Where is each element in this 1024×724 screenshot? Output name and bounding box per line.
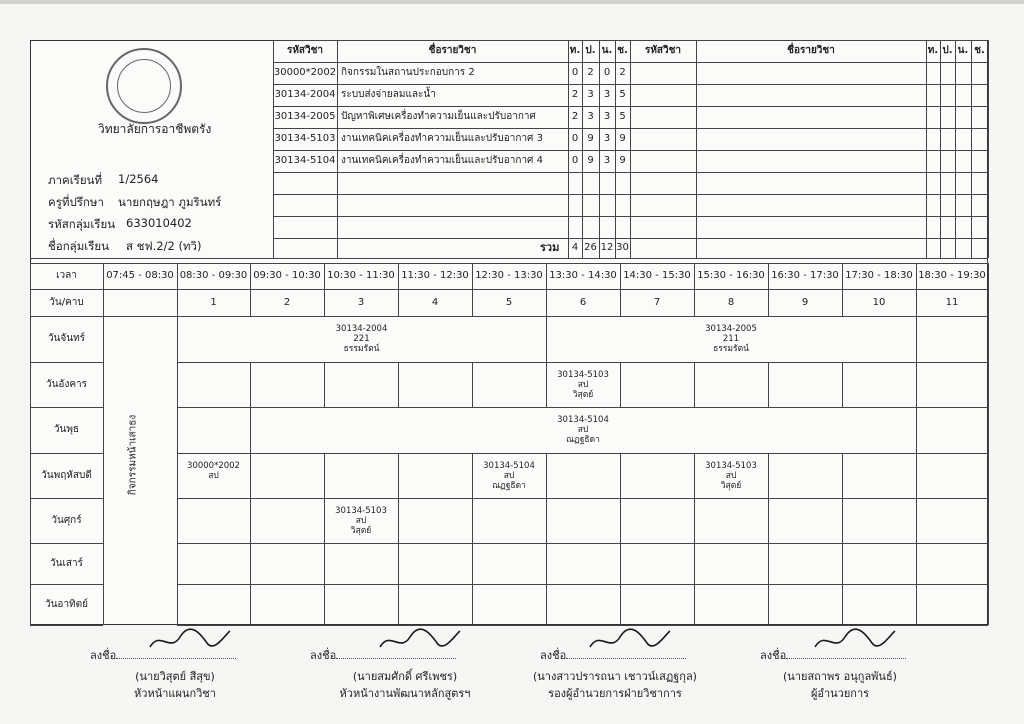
grid-line	[30, 263, 988, 264]
course-hours-p: 9	[587, 133, 594, 144]
time-slot: 17:30 - 18:30	[845, 270, 913, 281]
course-hours-n: 0	[603, 67, 611, 78]
grid-line	[630, 40, 631, 258]
grid-line	[250, 362, 251, 407]
time-slot: 11:30 - 12:30	[401, 270, 469, 281]
grid-line	[472, 543, 473, 584]
grid-line	[988, 584, 989, 625]
grid-line	[398, 543, 399, 584]
header-n: น.	[601, 45, 613, 56]
grid-line	[620, 584, 621, 625]
course-code: 30134-2004	[274, 89, 336, 100]
period-number: 7	[653, 297, 661, 308]
grid-line	[250, 453, 251, 498]
class-teacher: วิสุตย์	[572, 390, 594, 400]
grid-line	[916, 498, 917, 543]
course-hours-h: 2	[619, 67, 626, 78]
semester-label: ภาคเรียนที่	[48, 173, 103, 187]
course-hours-h: 9	[619, 133, 626, 144]
handwritten-signature	[585, 625, 675, 655]
course-hours-n: 3	[603, 133, 611, 144]
grid-line	[30, 289, 988, 290]
class-code: 30134-2005	[705, 324, 757, 334]
group-code-value: 633010402	[126, 216, 192, 230]
class-entry	[557, 370, 609, 400]
grid-line	[940, 40, 941, 258]
sign-word: ลงชื่อ	[540, 649, 567, 662]
grid-line	[694, 543, 695, 584]
class-code: 30000*2002	[187, 461, 240, 471]
class-entry	[187, 461, 240, 481]
grid-line	[620, 498, 621, 543]
class-teacher: ธรรมรัตน์	[343, 344, 380, 354]
course-hours-t: 0	[571, 155, 579, 166]
course-hours-h: 5	[619, 111, 626, 122]
grid-line	[620, 453, 621, 498]
class-room: สป	[725, 471, 737, 481]
course-hours-t: 2	[571, 111, 579, 122]
grid-line	[177, 584, 988, 585]
class-teacher: วิสุตย์	[350, 526, 372, 536]
grid-line	[250, 407, 251, 453]
grid-line	[103, 584, 104, 625]
course-hours-h: 9	[619, 155, 626, 166]
grid-line	[250, 498, 251, 543]
period-number: 11	[945, 297, 959, 308]
course-hours-n: 3	[603, 155, 611, 166]
course-hours-t: 0	[571, 67, 579, 78]
course-name: ระบบส่งจ่ายลมและน้ำ	[341, 89, 436, 100]
header-course-name: ชื่อรายวิชา	[428, 45, 477, 56]
course-hours-p: 3	[587, 89, 594, 100]
signer-name: (นางสาวปรารถนา เชาวน์เสฏฐกุล)	[533, 670, 697, 683]
grid-line	[842, 498, 843, 543]
grid-line	[916, 584, 917, 625]
advisor-label: ครูที่ปรึกษา	[48, 195, 104, 209]
grid-line	[177, 584, 178, 625]
grid-line	[916, 362, 917, 407]
class-code: 30134-5103	[705, 461, 757, 471]
signer-title: หัวหน้างานพัฒนาหลักสูตรฯ	[339, 687, 471, 700]
course-hours-p: 9	[587, 155, 594, 166]
period-number: 8	[727, 297, 735, 308]
grid-line	[398, 498, 399, 543]
grid-line	[177, 498, 988, 499]
time-slot: 12:30 - 13:30	[475, 270, 543, 281]
grid-line	[926, 40, 927, 258]
header-h: ช.	[617, 45, 628, 56]
sign-word: ลงชื่อ	[310, 649, 337, 662]
course-hours-n: 3	[603, 89, 611, 100]
header-course-code-2: รหัสวิชา	[644, 45, 682, 56]
grid-line	[472, 584, 473, 625]
signer-name: (นายวิสุตย์ สีสุข)	[135, 670, 215, 683]
header-p: ป.	[585, 45, 596, 56]
grid-line	[177, 407, 178, 453]
course-code: 30134-5103	[274, 133, 336, 144]
course-name: กิจกรรมในสถานประกอบการ 2	[341, 67, 475, 78]
grid-line	[620, 362, 621, 407]
total-h: 30	[616, 242, 629, 253]
grid-line	[30, 316, 988, 317]
grid-line	[177, 543, 988, 544]
semester-value: 1/2564	[118, 172, 159, 186]
grid-line	[177, 362, 178, 407]
header-p-2: ป.	[942, 45, 953, 56]
period-number: 6	[579, 297, 587, 308]
grid-line	[842, 584, 843, 625]
course-hours-p: 3	[587, 111, 594, 122]
grid-line	[177, 362, 988, 363]
grid-line	[988, 543, 989, 584]
grid-line	[324, 498, 325, 543]
grid-line	[916, 453, 917, 498]
course-hours-n: 3	[603, 111, 611, 122]
class-teacher: ธรรมรัตน์	[713, 344, 749, 354]
class-code: 30134-2004	[335, 324, 388, 334]
period-number: 9	[801, 297, 809, 308]
grid-line	[694, 498, 695, 543]
handwritten-signature	[145, 625, 235, 655]
group-name-label: ชื่อกลุ่มเรียน	[48, 239, 110, 253]
header-n-2: น.	[957, 45, 969, 56]
grid-line	[177, 543, 178, 584]
class-room: สป	[577, 380, 589, 390]
grid-line	[988, 362, 989, 407]
time-slot: 14:30 - 15:30	[623, 270, 691, 281]
grid-line	[177, 498, 178, 543]
class-code: 30134-5104	[483, 461, 535, 471]
course-hours-p: 2	[587, 67, 594, 78]
day-label: วันอาทิตย์	[44, 599, 89, 610]
time-slot: 09:30 - 10:30	[253, 270, 321, 281]
sign-word: ลงชื่อ	[760, 649, 787, 662]
day-label: วันพฤหัสบดี	[41, 470, 92, 481]
college-seal-icon	[106, 48, 182, 124]
grid-line	[324, 362, 325, 407]
class-entry	[483, 461, 535, 491]
course-code: 30000*2002	[273, 67, 337, 78]
grid-line	[620, 543, 621, 584]
class-room: สป	[208, 471, 219, 481]
grid-line	[916, 407, 917, 453]
grid-line	[398, 453, 399, 498]
class-room: สป	[577, 425, 589, 435]
grid-line	[546, 362, 547, 407]
grid-line	[103, 407, 104, 453]
course-hours-t: 0	[571, 133, 579, 144]
course-name: งานเทคนิคเครื่องทำความเย็นและปรับอากาศ 3	[341, 133, 543, 144]
time-slot: 08:30 - 09:30	[179, 270, 248, 281]
signer-name: (นายสมศักดิ์ ศรีเพชร)	[352, 670, 458, 683]
class-entry	[557, 415, 609, 445]
header-course-code: รหัสวิชา	[286, 45, 324, 56]
period-number: 10	[872, 297, 886, 308]
signer-name: (นายสถาพร อนุกูลพันธ์)	[783, 670, 897, 683]
grid-line	[177, 407, 988, 408]
grid-line	[842, 362, 843, 407]
time-slot: 18:30 - 19:30	[918, 270, 986, 281]
class-room: 221	[353, 334, 370, 344]
course-name: งานเทคนิคเครื่องทำความเย็นและปรับอากาศ 4	[341, 155, 543, 166]
class-room: สป	[503, 471, 515, 481]
grid-line	[546, 316, 547, 362]
grid-line	[988, 316, 989, 362]
total-label: รวม	[540, 241, 560, 254]
grid-line	[916, 543, 917, 584]
header-h-2: ช.	[974, 45, 985, 56]
class-teacher: วิสุตย์	[720, 481, 742, 491]
grid-line	[768, 584, 769, 625]
grid-line	[30, 498, 103, 499]
course-name: ปัญหาพิเศษเครื่องทำความเย็นและปรับอากาศ	[341, 111, 536, 122]
time-label: เวลา	[56, 270, 77, 281]
grid-line	[694, 362, 695, 407]
grid-line	[768, 362, 769, 407]
grid-line	[988, 407, 989, 453]
grid-line	[324, 453, 325, 498]
time-slot: 15:30 - 16:30	[697, 270, 765, 281]
grid-line	[30, 625, 103, 626]
day-label: วันเสาร์	[50, 558, 83, 569]
grid-line	[103, 362, 104, 407]
grid-line	[177, 453, 988, 454]
grid-line	[324, 584, 325, 625]
grid-line	[398, 584, 399, 625]
period-number: 4	[431, 297, 439, 308]
grid-line	[842, 453, 843, 498]
class-teacher: ณฏฐธิดา	[492, 481, 526, 491]
grid-line	[30, 258, 988, 259]
grid-line	[768, 453, 769, 498]
period-number: 2	[283, 297, 291, 308]
grid-line	[546, 543, 547, 584]
top-scan-edge	[0, 0, 1024, 4]
grid-line	[842, 543, 843, 584]
period-number: 3	[357, 297, 365, 308]
class-entry	[336, 324, 388, 354]
header-t-2: ท.	[927, 45, 939, 56]
signer-title: รองผู้อำนวยการฝ่ายวิชาการ	[548, 687, 682, 700]
grid-line	[988, 40, 989, 258]
total-n: 12	[600, 242, 614, 253]
grid-line	[988, 263, 989, 316]
grid-line	[472, 362, 473, 407]
grid-line	[546, 584, 547, 625]
time-slot: 13:30 - 14:30	[549, 270, 617, 281]
grid-line	[472, 498, 473, 543]
handwritten-signature	[810, 625, 900, 655]
grid-line	[546, 453, 547, 498]
course-hours-h: 5	[619, 89, 626, 100]
course-code: 30134-5104	[274, 155, 336, 166]
group-code-label: รหัสกลุ่มเรียน	[48, 217, 116, 231]
period-number: 5	[505, 297, 513, 308]
grid-line	[694, 453, 695, 498]
grid-line	[988, 453, 989, 498]
grid-line	[103, 498, 104, 543]
grid-line	[337, 40, 338, 258]
grid-line	[696, 40, 697, 258]
grid-line	[546, 498, 547, 543]
time-slot: 07:45 - 08:30	[106, 270, 174, 281]
group-name-value: ส ชฟ.2/2 (ทวิ)	[126, 239, 202, 253]
grid-line	[971, 40, 972, 258]
grid-line	[472, 453, 473, 498]
day-label: วันพุธ	[53, 424, 80, 435]
college-name: วิทยาลัยการอาชีพตรัง	[98, 122, 212, 136]
grid-line	[768, 543, 769, 584]
grid-line	[103, 316, 104, 362]
grid-line	[30, 362, 103, 363]
time-slot: 16:30 - 17:30	[771, 270, 839, 281]
grid-line	[694, 584, 695, 625]
class-code: 30134-5103	[557, 370, 609, 380]
total-p: 26	[584, 242, 597, 253]
class-teacher: ณฏฐธิดา	[566, 435, 600, 445]
homeroom-activity: กิจกรรมหน้าเสาธง	[127, 414, 139, 496]
sign-word: ลงชื่อ	[90, 649, 117, 662]
day-label: วันอังคาร	[45, 379, 87, 390]
grid-line	[30, 453, 103, 454]
grid-line	[30, 407, 103, 408]
class-room: สป	[355, 516, 367, 526]
grid-line	[30, 543, 103, 544]
grid-line	[177, 316, 178, 362]
grid-line	[398, 362, 399, 407]
time-slot: 10:30 - 11:30	[327, 270, 395, 281]
grid-line	[768, 498, 769, 543]
class-entry	[705, 461, 757, 491]
course-hours-t: 2	[571, 89, 579, 100]
grid-line	[177, 453, 178, 498]
grid-line	[30, 584, 103, 585]
total-t: 4	[571, 242, 579, 253]
grid-line	[916, 316, 917, 362]
grid-line	[250, 543, 251, 584]
class-entry	[335, 506, 387, 536]
header-t: ท.	[569, 45, 581, 56]
grid-line	[103, 453, 104, 498]
signer-title: หัวหน้าแผนกวิชา	[134, 687, 216, 700]
grid-line	[955, 40, 956, 258]
grid-line	[988, 498, 989, 543]
period-number: 1	[210, 297, 217, 308]
course-code: 30134-2005	[274, 111, 336, 122]
signer-title: ผู้อำนวยการ	[810, 687, 870, 700]
class-room: 211	[722, 334, 740, 344]
day-label: วันศุกร์	[51, 515, 82, 526]
class-code: 30134-5103	[335, 506, 387, 516]
header-course-name-2: ชื่อรายวิชา	[787, 45, 835, 56]
advisor-value: นายกฤษฎา ภูมรินทร์	[118, 195, 222, 209]
handwritten-signature	[375, 625, 465, 655]
class-code: 30134-5104	[557, 415, 609, 425]
grid-line	[250, 584, 251, 625]
class-entry	[705, 324, 757, 354]
grid-line	[103, 543, 104, 584]
period-label: วัน/คาบ	[49, 297, 84, 308]
day-label: วันจันทร์	[47, 333, 86, 344]
grid-line	[324, 543, 325, 584]
